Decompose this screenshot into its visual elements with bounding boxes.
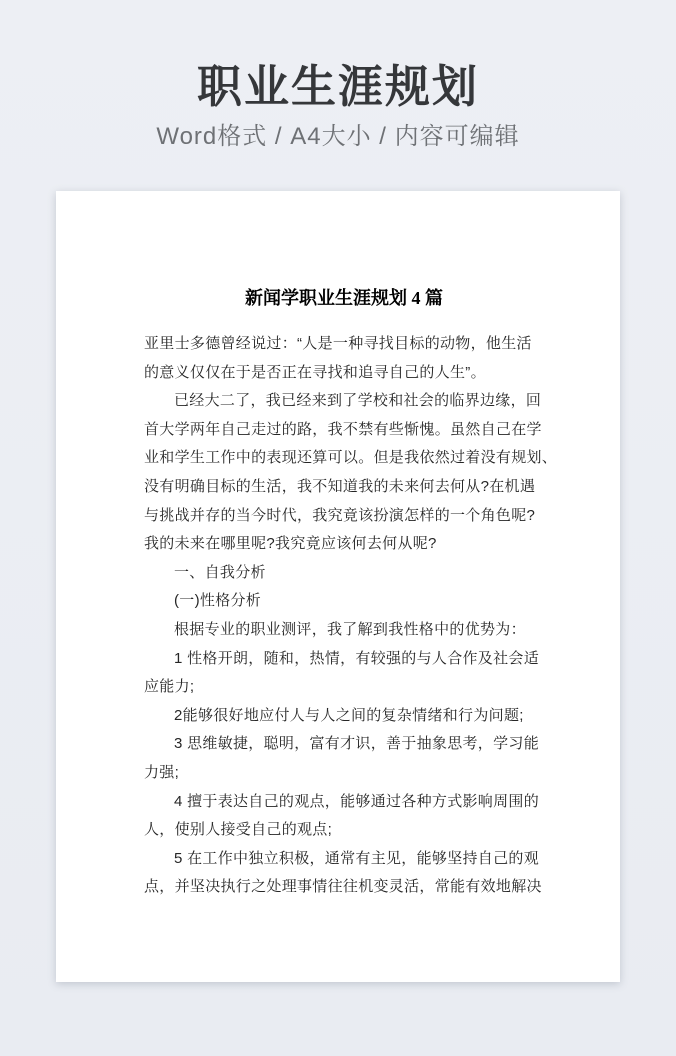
text-line: 应能力; <box>144 678 195 696</box>
text-line: 没有明确目标的生活，我不知道我的未来何去何从?在机遇 <box>144 477 536 495</box>
header <box>0 0 676 154</box>
text-line: 亚里士多德曾经说过：“人是一种寻找目标的动物，他生活 <box>144 335 532 352</box>
text-line: 力强; <box>144 763 180 781</box>
document-body <box>144 287 558 902</box>
text-line: 2能够很好地应付人与人之间的复杂情绪和行为问题; <box>174 706 524 724</box>
text-line: 4 擅于表达自己的观点，能够通过各种方式影响周围的 <box>174 792 540 810</box>
document-lines <box>144 330 558 902</box>
text-line: 点，并坚决执行之处理事情往往机变灵活，常能有效地解决 <box>144 878 542 896</box>
page-title: 职业生涯规划 <box>196 61 479 112</box>
document-title: 新闻学职业生涯规划 4 篇 <box>245 288 443 308</box>
text-line: 已经大二了，我已经来到了学校和社会的临界边缘，回 <box>174 392 542 410</box>
text-line: 3 思维敏捷，聪明，富有才识，善于抽象思考，学习能 <box>174 735 540 753</box>
page-subtitle: Word格式 / A4大小 / 内容可编辑 <box>156 123 520 150</box>
text-line: 首大学两年自己走过的路，我不禁有些惭愧。虽然自己在学 <box>144 420 542 438</box>
text-line: 一、自我分析 <box>174 563 266 581</box>
text-line: 1 性格开朗，随和，热情，有较强的与人合作及社会适 <box>174 649 540 667</box>
text-line: (一)性格分析 <box>174 592 262 610</box>
text-line: 5 在工作中独立积极，通常有主见，能够坚持自己的观 <box>174 849 540 867</box>
text-line: 我的未来在哪里呢?我究竟应该何去何从呢? <box>144 535 437 553</box>
text-line: 业和学生工作中的表现还算可以。但是我依然过着没有规划、 <box>144 449 558 467</box>
text-line: 的意义仅仅在于是否正在寻找和追寻自己的人生”。 <box>144 363 486 381</box>
document-page <box>56 191 620 982</box>
text-line: 人，使别人接受自己的观点; <box>144 821 333 839</box>
text-line: 根据专业的职业测评，我了解到我性格中的优势为： <box>174 620 526 638</box>
text-line: 与挑战并存的当今时代，我究竟该扮演怎样的一个角色呢? <box>144 506 536 524</box>
